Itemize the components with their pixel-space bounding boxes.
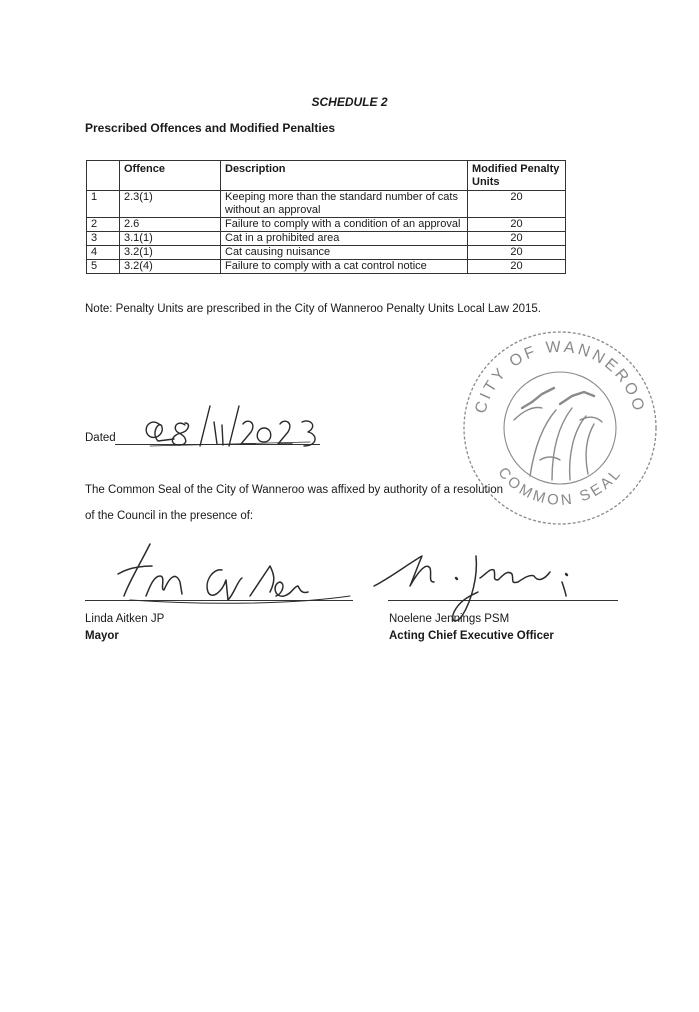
ceo-name: Noelene Jennings PSM: [389, 613, 510, 625]
row-offence: 3.1(1): [120, 232, 221, 246]
header-modified-penalty-units: Modified Penalty Units: [468, 161, 566, 191]
row-units: 20: [468, 218, 566, 232]
dated-label: Dated: [85, 432, 116, 444]
row-units: 20: [468, 232, 566, 246]
row-description: Keeping more than the standard number of cats without an approval: [221, 191, 468, 218]
svg-text:COMMON SEAL: [494, 464, 625, 509]
header-description: Description: [221, 161, 468, 191]
header-offence: Offence: [120, 161, 221, 191]
mayor-name: Linda Aitken JP: [85, 613, 165, 625]
row-number: 1: [87, 191, 120, 218]
row-units: 20: [468, 246, 566, 260]
row-number: 3: [87, 232, 120, 246]
seal-bottom-text: COMMON SEAL: [494, 464, 626, 510]
handwritten-date: [146, 406, 315, 446]
kangaroo-paw-emblem-icon: [514, 388, 602, 480]
row-description: Failure to comply with a cat control notice: [221, 260, 468, 274]
row-description: Cat in a prohibited area: [221, 232, 468, 246]
row-units: 20: [468, 260, 566, 274]
mayor-title: Mayor: [85, 630, 119, 642]
section-heading: Prescribed Offences and Modified Penalties: [85, 121, 336, 135]
mayor-signature: [118, 544, 350, 603]
row-offence: 3.2(4): [120, 260, 221, 274]
penalty-units-note: Note: Penalty Units are prescribed in the City of Wanneroo Penalty Units Local Law 2015.: [85, 303, 541, 315]
seal-statement-line-1: The Common Seal of the City of Wanneroo was affixed by authority of a resolution: [85, 484, 504, 496]
row-units: 20: [468, 191, 566, 218]
seal-statement-line-2: of the Council in the presence of:: [85, 510, 254, 522]
row-number: 2: [87, 218, 120, 232]
row-offence: 2.3(1): [120, 191, 221, 218]
schedule-heading: SCHEDULE 2: [311, 95, 388, 109]
row-offence: 2.6: [120, 218, 221, 232]
row-description: Failure to comply with a condition of an approval: [221, 218, 468, 232]
seal-top-text: CITY OF WANNEROO: [472, 338, 648, 416]
row-description: Cat causing nuisance: [221, 246, 468, 260]
row-number: 5: [87, 260, 120, 274]
ceo-title: Acting Chief Executive Officer: [389, 630, 554, 642]
ceo-signature: [374, 556, 567, 621]
row-number: 4: [87, 246, 120, 260]
common-seal-stamp: [464, 332, 656, 524]
row-offence: 3.2(1): [120, 246, 221, 260]
